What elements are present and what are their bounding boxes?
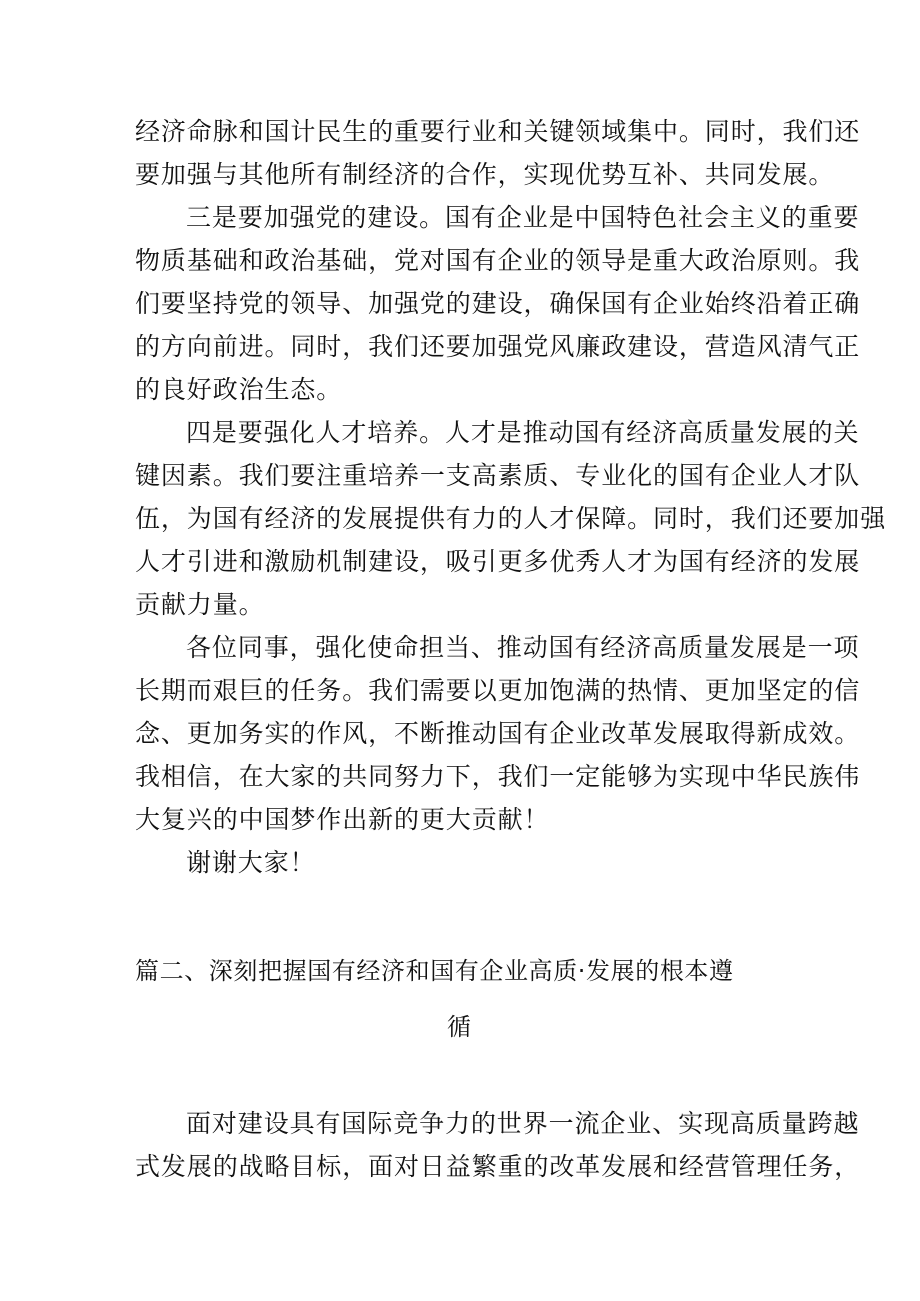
body-line: 的良好政治生态。 <box>135 375 343 404</box>
closing-remark: 谢谢大家！ <box>186 848 316 877</box>
body-line: 们要坚持党的领导、加强党的建设，确保国有企业始终沿着正确 <box>135 289 861 318</box>
section-heading-line2: 循 <box>447 1013 472 1041</box>
body-line: 贡献力量。 <box>135 590 265 619</box>
body-line: 长期而艰巨的任务。我们需要以更加饱满的热情、更加坚定的信 <box>135 676 861 705</box>
body-line: 人才引进和激励机制建设，吸引更多优秀人才为国有经济的发展 <box>135 547 861 576</box>
body-line: 的方向前进。同时，我们还要加强党风廉政建设，营造风清气正 <box>135 332 861 361</box>
paragraph-first-line: 各位同事，强化使命担当、推动国有经济高质量发展是一项 <box>186 633 860 662</box>
body-line: 要加强与其他所有制经济的合作，实现优势互补、共同发展。 <box>135 160 835 189</box>
body-line: 式发展的战略目标，面对日益繁重的改革发展和经营管理任务， <box>135 1152 861 1181</box>
body-line: 经济命脉和国计民生的重要行业和关键领域集中。同时，我们还 <box>135 117 861 146</box>
body-line: 我相信，在大家的共同努力下，我们一定能够为实现中华民族伟 <box>135 762 861 791</box>
body-line: 大复兴的中国梦作出新的更大贡献！ <box>135 805 550 834</box>
body-line: 伍，为国有经济的发展提供有力的人才保障。同时，我们还要加强 <box>135 504 887 533</box>
paragraph-first-line: 面对建设具有国际竞争力的世界一流企业、实现高质量跨越 <box>186 1109 860 1138</box>
body-line: 键因素。我们要注重培养一支高素质、专业化的国有企业人才队 <box>135 461 861 490</box>
body-line: 念、更加务实的作风，不断推动国有企业改革发展取得新成效。 <box>135 719 861 748</box>
section-heading-line1: 篇二、深刻把握国有经济和国有企业高质·发展的根本遵 <box>135 957 734 985</box>
paragraph-first-line: 三是要加强党的建设。国有企业是中国特色社会主义的重要 <box>186 203 860 232</box>
paragraph-first-line: 四是要强化人才培养。人才是推动国有经济高质量发展的关 <box>186 418 860 447</box>
body-line: 物质基础和政治基础，党对国有企业的领导是重大政治原则。我 <box>135 246 861 275</box>
